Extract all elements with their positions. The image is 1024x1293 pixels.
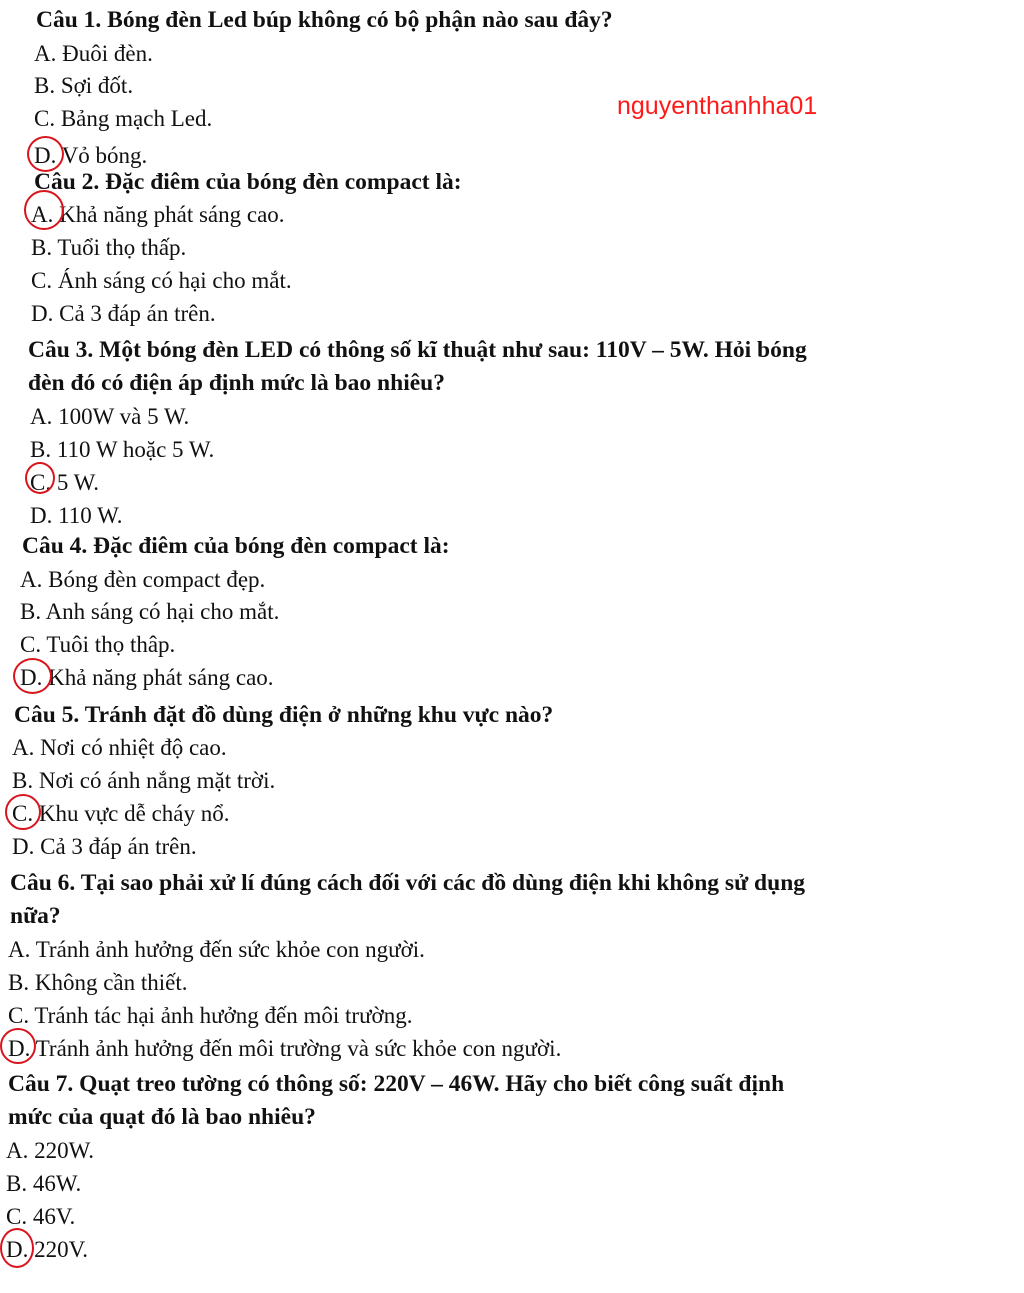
option-b: B. Anh sáng có hại cho mắt. xyxy=(20,599,280,624)
option-a: A. Bóng đèn compact đẹp. xyxy=(20,567,266,592)
question-text-line-2: mức của quạt đó là bao nhiêu? xyxy=(8,1104,316,1130)
option-d: D. Vỏ bóng. xyxy=(34,143,148,168)
question-text-line-2: nữa? xyxy=(10,903,61,929)
question-text-line-1: Câu 3. Một bóng đèn LED có thông số kĩ thuật như sau: 110V – 5W. Hỏi bóng xyxy=(28,337,807,363)
option-b: B. Không cần thiết. xyxy=(8,970,188,995)
option-d: D. 110 W. xyxy=(30,503,123,528)
question-text-line-1: Câu 6. Tại sao phải xử lí đúng cách đối với các đồ dùng điện khi không sử dụng xyxy=(10,870,806,896)
option-d: D. Cả 3 đáp án trên. xyxy=(12,834,197,859)
option-b: B. Nơi có ánh nắng mặt trời. xyxy=(12,768,276,793)
option-a: A. Khả năng phát sáng cao. xyxy=(31,202,285,227)
question-text-line-2: đèn đó có điện áp định mức là bao nhiêu? xyxy=(28,370,445,396)
option-c: C. 5 W. xyxy=(30,470,100,495)
option-d: D. 220V. xyxy=(6,1237,89,1262)
option-d: D. Khả năng phát sáng cao. xyxy=(20,665,274,690)
option-a: A. Đuôi đèn. xyxy=(34,41,153,66)
question-text: Câu 5. Tránh đặt đồ dùng điện ở những khu vực nào? xyxy=(14,702,554,728)
option-c: C. Tránh tác hại ảnh hưởng đến môi trường. xyxy=(8,1003,413,1028)
option-c: C. Khu vực dễ cháy nổ. xyxy=(12,801,230,826)
option-c: C. 46V. xyxy=(6,1204,76,1229)
question-text-line-1: Câu 7. Quạt treo tường có thông số: 220V – 46W. Hãy cho biết công suất định xyxy=(8,1071,785,1097)
question-text: Câu 2. Đặc điêm của bóng đèn compact là: xyxy=(34,169,462,195)
question-text: Câu 1. Bóng đèn Led búp không có bộ phận nào sau đây? xyxy=(36,7,613,33)
option-c: C. Ánh sáng có hại cho mắt. xyxy=(31,268,292,293)
option-a: A. 220W. xyxy=(6,1138,94,1163)
option-c: C. Tuôi thọ thâp. xyxy=(20,632,176,657)
option-d: D. Cả 3 đáp án trên. xyxy=(31,301,216,326)
option-a: A. Tránh ảnh hưởng đến sức khỏe con người. xyxy=(8,937,425,962)
watermark-text: nguyenthanhha01 xyxy=(617,92,818,120)
option-c: C. Bảng mạch Led. xyxy=(34,106,213,131)
option-b: B. 46W. xyxy=(6,1171,82,1196)
option-b: B. Tuổi thọ thấp. xyxy=(31,235,187,260)
option-b: B. Sợi đốt. xyxy=(34,73,134,98)
option-d: D. Tránh ảnh hưởng đến môi trường và sức khỏe con người. xyxy=(8,1036,562,1061)
option-b: B. 110 W hoặc 5 W. xyxy=(30,437,215,462)
option-a: A. 100W và 5 W. xyxy=(30,404,190,429)
question-text: Câu 4. Đặc điêm của bóng đèn compact là: xyxy=(22,533,450,559)
option-a: A. Nơi có nhiệt độ cao. xyxy=(12,735,227,760)
